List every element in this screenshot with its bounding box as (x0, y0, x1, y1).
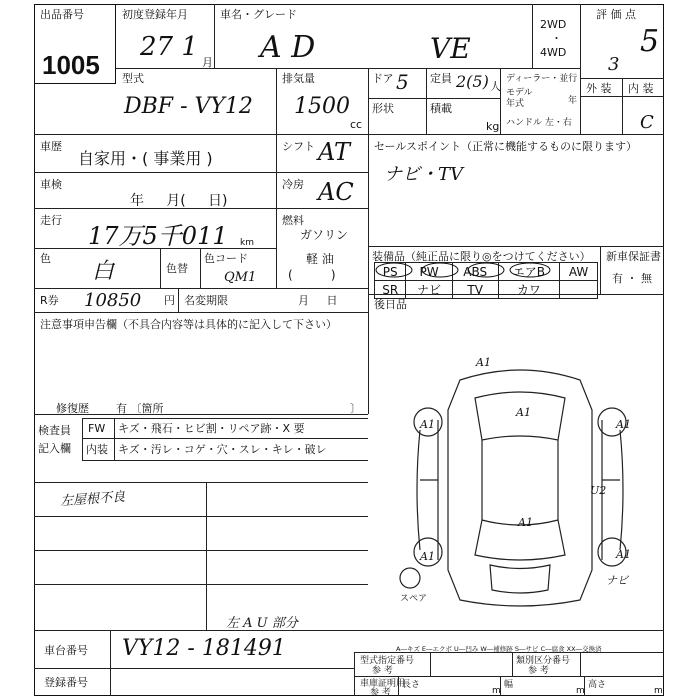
equip-abs: ABS (452, 263, 498, 281)
history-value: 自家用・( 事業用 ) (78, 149, 213, 168)
chassis-value: VY12 - 181491 (122, 636, 286, 661)
shift-value: AT (318, 138, 351, 166)
car-diagram (380, 350, 660, 630)
history-label: 車歴 (40, 140, 62, 153)
recycle-unit: 円 (164, 294, 175, 307)
cap-label: 定員 (430, 72, 452, 85)
fuel-value: ガソリン (300, 228, 349, 242)
interior-label: 内装 (86, 443, 108, 456)
damage-mark-3: A1 (420, 550, 435, 563)
recycle-label: R券 (40, 294, 59, 307)
designation-ref: 参 考 (372, 666, 393, 676)
height-unit: m (654, 686, 663, 696)
sales-label: セールスポイント（正常に機能するものに限ります） (374, 140, 638, 153)
disp-label: 排気量 (282, 72, 315, 85)
chassis-label: 車台番号 (44, 644, 88, 657)
class-ref: 参 考 (528, 666, 549, 676)
colorcode-value: QM1 (224, 270, 257, 285)
disp-value: 1500 (294, 94, 350, 119)
disp-unit: cc (350, 118, 363, 131)
equipment-label: 装備品（純正品に限り◎をつけてください） (372, 250, 591, 263)
damage-mark-8: A1 (518, 516, 533, 529)
width-unit: m (576, 686, 585, 696)
damage-mark-4: A1 (616, 548, 631, 561)
lot-number: 1005 (42, 50, 100, 80)
doors-label: ドア (372, 72, 394, 85)
model-year-unit: 年 (568, 96, 578, 106)
reg-number-label: 登録番号 (44, 676, 88, 689)
repair-close: 〕 (350, 402, 361, 415)
grade-value: VE (430, 32, 471, 65)
cool-value: AC (318, 178, 354, 206)
damage-legend: A―キズ E―エクボ U―凹み W―補修跡 S―サビ C―腐食 XX―交換済 (396, 645, 602, 653)
warranty-value: 有 ・ 無 (612, 272, 652, 285)
recycle-value: 10850 (84, 290, 142, 311)
damage-mark-6: A1 (516, 406, 531, 419)
inspect-value: 年 月( 日) (130, 193, 228, 209)
equip-sr: SR (375, 281, 406, 299)
class-label: 類別区分番号 (516, 656, 571, 666)
sales-value: ナビ・TV (384, 164, 464, 185)
cool-label: 冷房 (282, 178, 304, 191)
cert-ref: 参 考 (370, 688, 391, 698)
equip-leather: カワ (498, 281, 560, 299)
fuel-paren: ( ) (288, 268, 336, 282)
score-value: 5 (640, 24, 660, 59)
fuel-diesel: 軽 油 (306, 252, 334, 266)
ext-label: 外 装 (586, 82, 612, 95)
doors-value: 5 (396, 70, 409, 94)
height-label: 高さ (588, 680, 607, 690)
inspector-label-1: 検査員 (38, 424, 71, 437)
color-label: 色 (40, 252, 51, 265)
name-label: 車名・グレード (220, 8, 297, 21)
equip-tv: TV (452, 281, 498, 299)
repair-value: 有 〔箇所 (116, 402, 164, 415)
cap-value: 2(5) (456, 72, 489, 91)
name-change-value: 月 日 (298, 294, 338, 307)
equip-ps: PS (375, 263, 406, 281)
inspector-label-2: 記入欄 (38, 442, 71, 455)
reg-month-unit: 月 (202, 56, 213, 69)
equip-navi: ナビ (406, 281, 452, 299)
damage-mark-5: A1 (476, 356, 491, 369)
colorcode-label: 色コード (204, 252, 248, 265)
score-label: 評 価 点 (596, 8, 636, 21)
int-score-value: C (640, 112, 654, 133)
fuel-label: 燃料 (282, 214, 304, 227)
damage-mark-7: U2 (590, 484, 607, 497)
length-unit: m (492, 686, 501, 696)
reg-value: 27 1 (140, 32, 198, 62)
warranty-label: 新車保証書 (606, 250, 661, 263)
model-year-label: モデル 年式 (506, 88, 533, 109)
color-value: 白 (92, 259, 115, 284)
damage-mark-9: ナビ (606, 574, 628, 587)
length-label: 長さ (402, 680, 421, 690)
int-label: 内 装 (628, 82, 654, 95)
drive-4wd: 4WD (540, 46, 567, 59)
ext-score-value: 3 (608, 54, 620, 75)
mileage-unit: km (240, 238, 254, 248)
name-value: A D (260, 30, 316, 65)
designation-label: 型式指定番号 (360, 656, 415, 666)
spare-label: スペア (400, 594, 428, 604)
shape-label: 形状 (372, 102, 394, 115)
equipment-circles (374, 262, 598, 296)
dealer-label: ディーラー・並行 (506, 74, 578, 84)
lot-label: 出品番号 (40, 8, 84, 21)
reg-label: 初度登録年月 (122, 8, 188, 21)
load-unit: kg (486, 120, 500, 133)
damage-mark-2: A1 (616, 418, 631, 431)
model-label: 型式 (122, 72, 144, 85)
repair-label: 修復歴 (56, 402, 89, 415)
load-label: 積載 (430, 102, 452, 115)
inspector-note: 左屋根不良 (59, 489, 126, 510)
model-value: DBF - VY12 (124, 94, 253, 119)
inspect-label: 車検 (40, 178, 62, 191)
notes-label: 注意事項申告欄（不具合内容等は具体的に記入して下さい） (40, 318, 337, 331)
equip-pw: PW (406, 263, 452, 281)
damage-mark-1: A1 (420, 418, 435, 431)
name-change-label: 名変期限 (184, 294, 228, 307)
interior-text: キズ・汚レ・コゲ・穴・スレ・キレ・破レ (118, 443, 327, 456)
rear-seat-label: 後日品 (374, 298, 407, 311)
width-label: 幅 (504, 680, 514, 690)
shift-label: シフト (282, 140, 315, 153)
mileage-label: 走行 (40, 214, 62, 227)
cert-label: 車庫証明用 (360, 679, 406, 689)
cap-unit: 人 (490, 80, 501, 93)
fw-text: キズ・飛石・ヒビ割・リペア跡・X 要 (118, 422, 305, 435)
handle-label: ハンドル 左・右 (506, 118, 572, 128)
bottom-note: 左 A U 部分 (226, 616, 298, 631)
equip-airbag: エアB (498, 263, 560, 281)
mileage-value: 17万5千011 (88, 222, 228, 250)
fw-label: FW (88, 422, 106, 435)
drive-2wd: 2WD (540, 18, 567, 31)
equip-aw: AW (560, 263, 598, 281)
tone-label: 色替 (166, 262, 188, 275)
drive-dot: ・ (551, 32, 562, 45)
